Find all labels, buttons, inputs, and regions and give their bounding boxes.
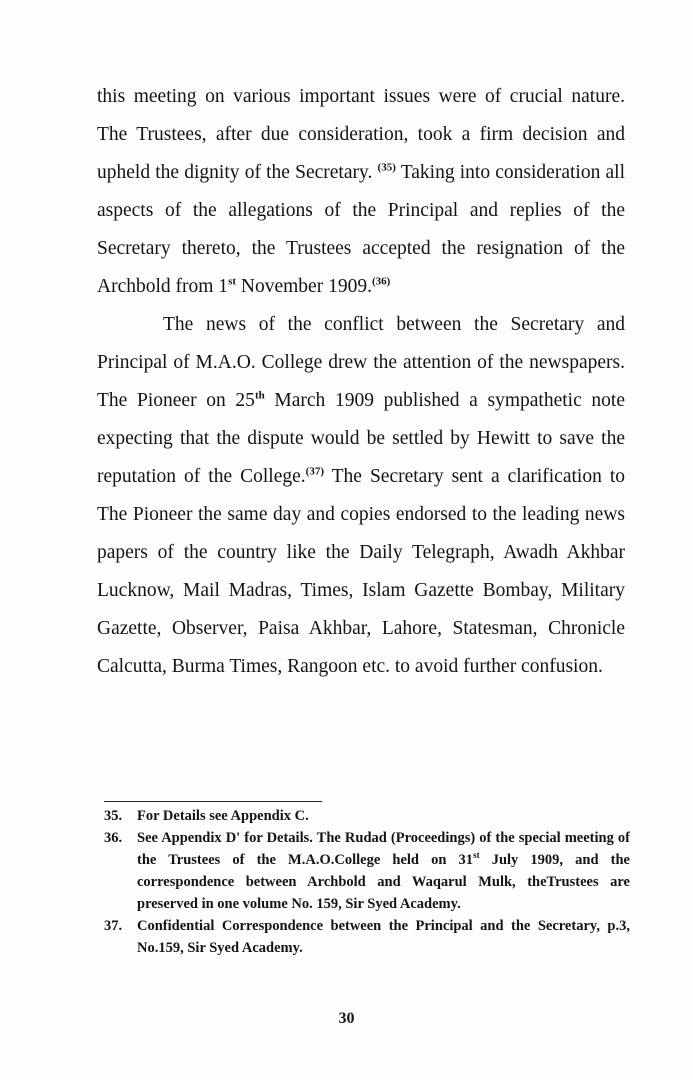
footnote-ref-35: (35)	[377, 161, 396, 174]
footnote-ref-36: (36)	[371, 275, 391, 288]
footnote-divider	[104, 801, 322, 802]
footnote-35: 35. For Details see Appendix C.	[104, 808, 309, 824]
footnote-37: 37. Confidential Correspondence between the Principal and the Secretary, p.3, No.159, Sir Syed Academy.	[104, 918, 630, 956]
footnote-ref-37: (37)	[305, 465, 324, 478]
footnote-36: 36. See Appendix D' for Details. The Rudad (Proceedings) of the special meeting of the Trustees of the M.A.O.College held on 31st July 1909, and the correspondence between Archbold and Waqarul Mulk, theTrustees are preserved in one volume No. 159, Sir Syed Academy.	[104, 830, 630, 912]
body-text	[97, 78, 625, 686]
page-number: 30	[338, 1010, 355, 1027]
footnotes	[104, 805, 630, 959]
paragraph-1: this meeting on various important issues were of crucial nature. The Trustees, after due consideration, took a firm decision and upheld the dignity of the Secretary. $^{(35)}$ Taking into consideration all aspects of the allegations of the Principal and replies of the Secretary thereto, the Trustees accepted the resignation of the Archbold from 1st November 1909.$^{(36)}$	[97, 86, 625, 297]
paragraph-2: The news of the conflict between the Secretary and Principal of M.A.O. College drew the attention of the newspapers. The Pioneer on 25th March 1909 published a sympathetic note expecting that the dispute would be settled by Hewitt to save the reputation of the College.$^{(37)}$ The Secretary sent a clarification to The Pioneer the same day and copies endorsed to the leading news papers of the country like the Daily Telegraph, Awadh Akhbar Lucknow, Mail Madras, Times, Islam Gazette Bombay, Military Gazette, Observer, Paisa Akhbar, Lahore, Statesman, Chronicle Calcutta, Burma Times, Rangoon etc. to avoid further confusion.	[97, 314, 625, 677]
